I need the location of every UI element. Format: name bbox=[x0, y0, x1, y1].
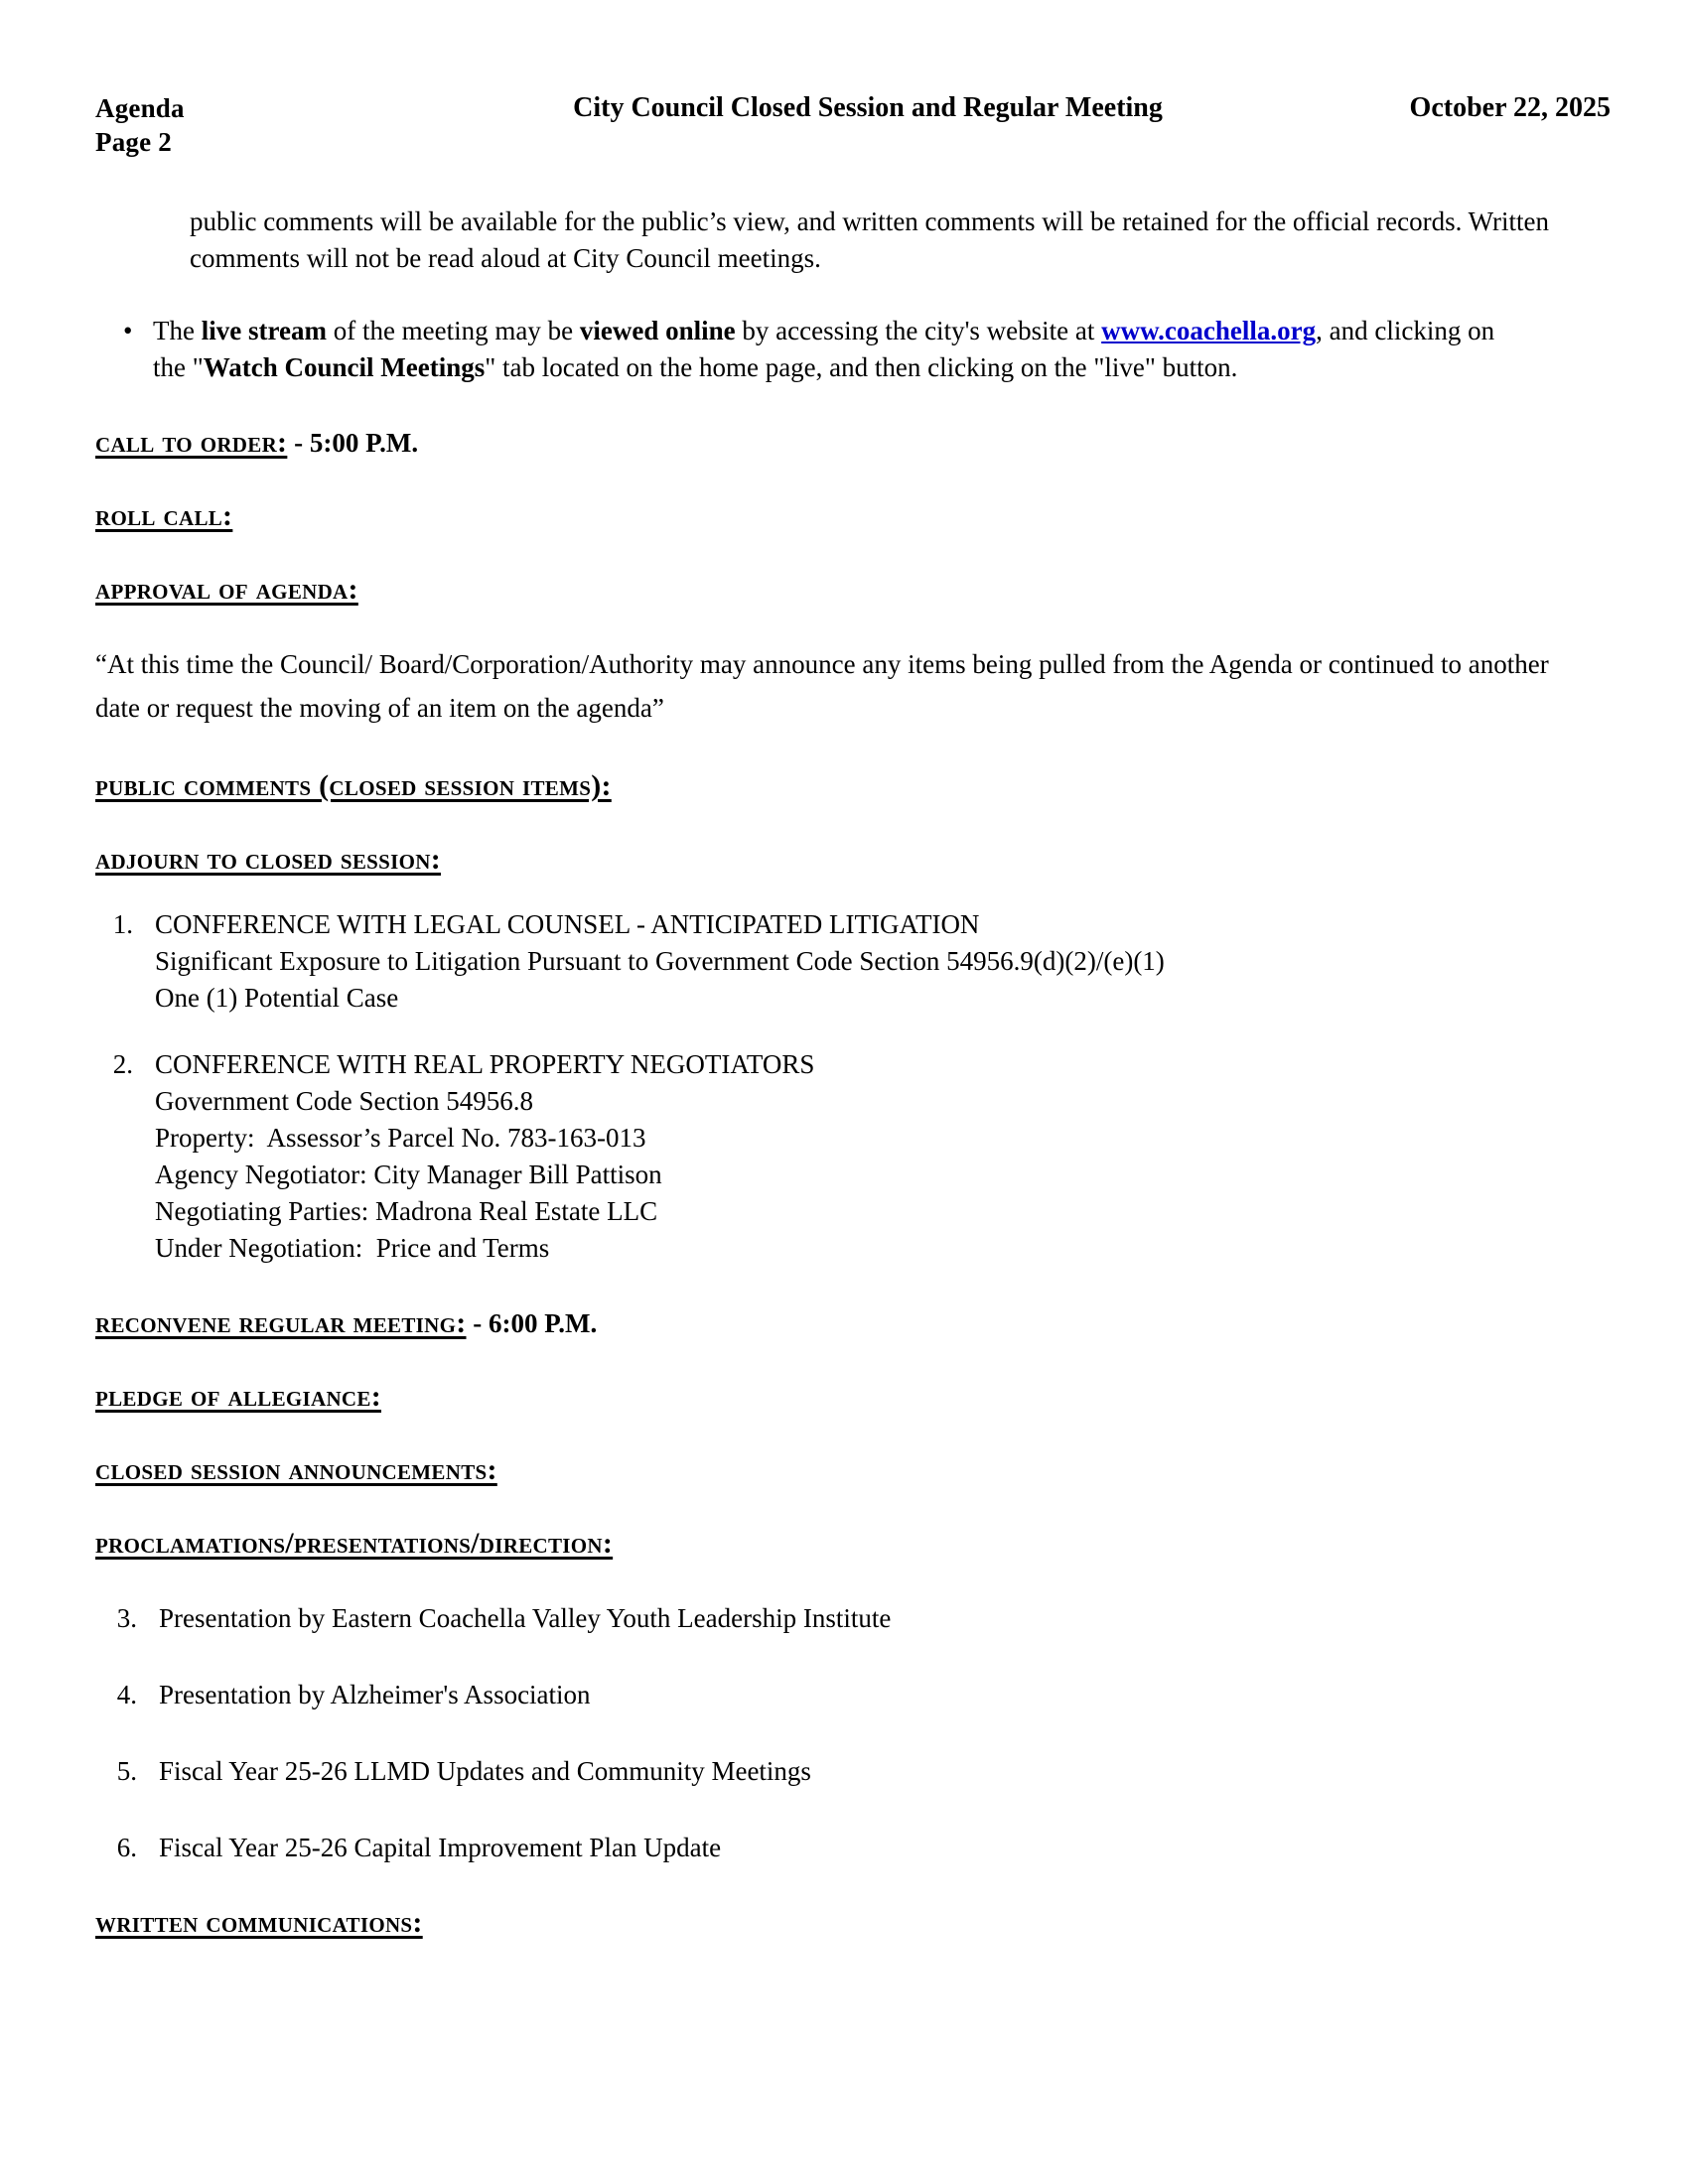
page-header bbox=[95, 91, 1611, 163]
list-item-line: Negotiating Parties: Madrona Real Estate LLC bbox=[155, 1196, 658, 1226]
livestream-text-part1: The bbox=[153, 316, 202, 345]
list-item-number: 6. bbox=[116, 1833, 137, 1862]
list-item-line: Significant Exposure to Litigation Pursuant to Government Code Section 54956.9(d)(2)/(e)(1) bbox=[155, 946, 1165, 976]
list-item bbox=[95, 1677, 1605, 1713]
list-item-line: One (1) Potential Case bbox=[155, 983, 399, 1013]
meeting-date: October 22, 2025 bbox=[1409, 92, 1611, 123]
section-heading-reconvene-regular-meeting: reconvene regular meeting: bbox=[95, 1306, 467, 1339]
section-closed-session-announcements bbox=[95, 1453, 1605, 1487]
section-heading-closed-session-announcements: closed session announcements: bbox=[95, 1453, 497, 1486]
livestream-bold-live-stream: live stream bbox=[201, 316, 327, 345]
list-item bbox=[95, 1600, 1605, 1637]
document-label: Agenda bbox=[95, 93, 185, 123]
page-number-label: Page 2 bbox=[95, 127, 172, 157]
list-item-body bbox=[155, 906, 1605, 1017]
closed-session-items-list bbox=[95, 906, 1605, 1267]
list-item bbox=[95, 1753, 1605, 1790]
livestream-bold-watch-council-meetings: Watch Council Meetings bbox=[203, 352, 486, 382]
livestream-text-part2: of the meeting may be bbox=[326, 316, 580, 345]
section-call-to-order bbox=[95, 426, 1605, 460]
list-item-text: Presentation by Alzheimer's Association bbox=[159, 1680, 591, 1709]
list-item-line: CONFERENCE WITH REAL PROPERTY NEGOTIATORS bbox=[155, 1049, 815, 1079]
section-heading-proclamations-presentations-direction: proclamations/presentations/direction: bbox=[95, 1527, 614, 1560]
livestream-bullet-item bbox=[95, 313, 1605, 386]
list-item-number: 3. bbox=[116, 1603, 137, 1633]
livestream-text-part5: " tab located on the home page, and then clicking on the "live" button. bbox=[485, 352, 1238, 382]
section-approval-of-agenda bbox=[95, 573, 1605, 607]
approval-of-agenda-quote: “At this time the Council/ Board/Corporation/Authority may announce any items being pulled from the Agenda or continued to another date or request the moving of an item on the agenda” bbox=[95, 649, 1549, 723]
list-item-text: Fiscal Year 25-26 Capital Improvement Plan Update bbox=[159, 1833, 722, 1862]
livestream-text-part3: by accessing the city's website at bbox=[735, 316, 1102, 345]
section-written-communications bbox=[95, 1906, 1605, 1940]
list-item-text: Fiscal Year 25-26 LLMD Updates and Community Meetings bbox=[159, 1756, 811, 1786]
section-heading-call-to-order: call to order: bbox=[95, 426, 288, 459]
list-item-line: CONFERENCE WITH LEGAL COUNSEL - ANTICIPATED LITIGATION bbox=[155, 909, 980, 939]
list-item-text: Presentation by Eastern Coachella Valley Youth Leadership Institute bbox=[159, 1603, 892, 1633]
meeting-title: City Council Closed Session and Regular Meeting bbox=[573, 92, 1163, 123]
coachella-website-link[interactable]: www.coachella.org bbox=[1101, 316, 1317, 345]
continued-paragraph: public comments will be available for the public’s view, and written comments will be retained for the official records. Written comments will not be read aloud at City Council meetings. bbox=[190, 206, 1549, 273]
agenda-body bbox=[95, 204, 1605, 1940]
section-heading-approval-of-agenda: approval of agenda: bbox=[95, 573, 358, 606]
livestream-text-part4: , and clicking on the " bbox=[153, 316, 1495, 382]
list-item-line: Under Negotiation: Price and Terms bbox=[155, 1233, 550, 1263]
list-item-number: 1. bbox=[112, 909, 133, 939]
section-heading-written-communications: written communications: bbox=[95, 1906, 423, 1939]
list-item bbox=[95, 1046, 1605, 1267]
section-heading-pledge-of-allegiance: pledge of allegiance: bbox=[95, 1380, 381, 1413]
livestream-bold-viewed-online: viewed online bbox=[579, 316, 736, 345]
list-item-number: 4. bbox=[116, 1680, 137, 1709]
list-item-line: Government Code Section 54956.8 bbox=[155, 1086, 533, 1116]
list-item bbox=[95, 906, 1605, 1017]
section-heading-public-comments: public comments (closed session items): bbox=[95, 769, 612, 802]
list-item-line: Property: Assessor’s Parcel No. 783-163-013 bbox=[155, 1123, 646, 1153]
list-item-line: Agency Negotiator: City Manager Bill Pattison bbox=[155, 1160, 662, 1189]
bullet-icon: • bbox=[123, 316, 133, 345]
list-item-number: 2. bbox=[112, 1049, 133, 1079]
section-pledge-of-allegiance bbox=[95, 1380, 1605, 1414]
list-item-body bbox=[155, 1046, 1605, 1267]
list-item-number: 5. bbox=[116, 1756, 137, 1786]
section-proclamations-presentations-direction bbox=[95, 1527, 1605, 1561]
livestream-bullet-text bbox=[153, 313, 1513, 386]
call-to-order-time: - 5:00 P.M. bbox=[287, 428, 419, 458]
section-adjourn-to-closed-session bbox=[95, 843, 1605, 877]
section-heading-adjourn-to-closed-session: adjourn to closed session: bbox=[95, 843, 441, 876]
presentation-items-list bbox=[95, 1600, 1605, 1866]
reconvene-time: - 6:00 P.M. bbox=[466, 1308, 598, 1338]
list-item bbox=[95, 1830, 1605, 1866]
section-reconvene-regular-meeting bbox=[95, 1306, 1605, 1340]
section-heading-roll-call: roll call: bbox=[95, 499, 233, 532]
section-public-comments bbox=[95, 769, 1605, 803]
section-roll-call bbox=[95, 499, 1605, 533]
